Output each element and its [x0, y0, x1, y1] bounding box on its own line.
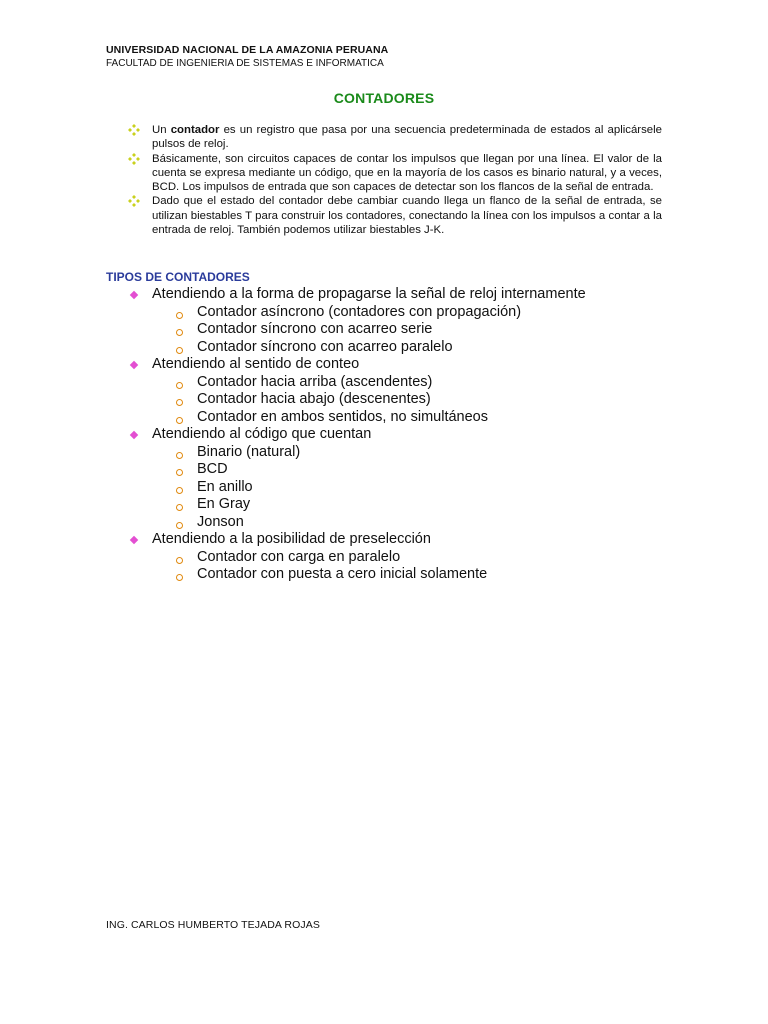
- circle-bullet-icon: [176, 329, 183, 336]
- counter-types-list: [128, 286, 688, 584]
- sub-item-label: Contador en ambos sentidos, no simultáneos: [197, 408, 488, 425]
- university-name: UNIVERSIDAD NACIONAL DE LA AMAZONIA PERUANA: [106, 44, 389, 56]
- sub-list: [152, 549, 688, 584]
- intro-text-pre: Un: [152, 124, 171, 136]
- diamond-bullet-icon: [130, 536, 138, 544]
- circle-bullet-icon: [176, 417, 183, 424]
- section-heading: TIPOS DE CONTADORES: [106, 270, 250, 284]
- circle-bullet-icon: [176, 469, 183, 476]
- four-diamond-bullet-icon: [128, 124, 140, 136]
- sub-item: [197, 321, 688, 339]
- diamond-bullet-icon: [130, 431, 138, 439]
- sub-item-label: En Gray: [197, 496, 251, 512]
- sub-item-label: Contador hacia abajo (descenentes): [197, 391, 431, 407]
- sub-item: [197, 409, 688, 427]
- sub-list: [152, 374, 688, 427]
- sub-item: [197, 391, 688, 409]
- sub-item-label: Contador síncrono con acarreo serie: [197, 321, 433, 337]
- sub-item-label: Contador con carga en paralelo: [197, 548, 401, 565]
- diamond-bullet-icon: [130, 361, 138, 369]
- circle-bullet-icon: [176, 522, 183, 529]
- page-title: CONTADORES: [333, 90, 435, 106]
- sub-item: [197, 304, 688, 322]
- sub-item: [197, 549, 688, 567]
- group-label: Atendiendo al sentido de conteo: [152, 356, 360, 372]
- circle-bullet-icon: [176, 382, 183, 389]
- circle-bullet-icon: [176, 452, 183, 459]
- circle-bullet-icon: [176, 574, 183, 581]
- sub-item: [197, 444, 688, 462]
- group-label: Atendiendo al código que cuentan: [152, 426, 372, 442]
- intro-item: [152, 194, 662, 237]
- sub-item-label: Jonson: [197, 513, 244, 530]
- intro-text-bold: contador: [170, 124, 220, 136]
- sub-item: [197, 566, 688, 584]
- sub-list: [152, 304, 688, 357]
- four-diamond-bullet-icon: [128, 153, 140, 165]
- sub-item-label: En anillo: [197, 478, 253, 495]
- group-item: [128, 286, 688, 356]
- author-footer: ING. CARLOS HUMBERTO TEJADA ROJAS: [106, 919, 320, 931]
- sub-list: [152, 444, 688, 532]
- intro-text-post: es un registro que pasa por una secuencia predeterminada de estados al aplicársele pulsos de reloj.: [152, 124, 662, 151]
- faculty-name: FACULTAD DE INGENIERIA DE SISTEMAS E INFORMATICA: [106, 58, 384, 69]
- sub-item: [197, 514, 688, 532]
- circle-bullet-icon: [176, 557, 183, 564]
- circle-bullet-icon: [176, 312, 183, 319]
- sub-item: [197, 461, 688, 479]
- intro-list: [128, 123, 662, 237]
- sub-item-label: Binario (natural): [197, 443, 301, 460]
- intro-text: Dado que el estado del contador debe cambiar cuando llega un flanco de la señal de entrada, se utilizan biestables T para construir los contadores, conectando la línea con los impulsos a contar a la entrada de reloj. También podemos utilizar biestables J-K.: [152, 195, 662, 237]
- sub-item-label: Contador con puesta a cero inicial solamente: [197, 566, 488, 582]
- sub-item: [197, 374, 688, 392]
- circle-bullet-icon: [176, 399, 183, 406]
- circle-bullet-icon: [176, 347, 183, 354]
- sub-item: [197, 479, 688, 497]
- group-item: [128, 426, 688, 531]
- sub-item: [197, 496, 688, 514]
- sub-item-label: Contador síncrono con acarreo paralelo: [197, 338, 453, 355]
- sub-item: [197, 339, 688, 357]
- group-item: [128, 356, 688, 426]
- sub-item-label: BCD: [197, 461, 228, 477]
- circle-bullet-icon: [176, 504, 183, 511]
- group-label: Atendiendo a la forma de propagarse la señal de reloj internamente: [152, 286, 586, 302]
- diamond-bullet-icon: [130, 291, 138, 299]
- intro-item: [152, 123, 662, 152]
- intro-item: [152, 152, 662, 195]
- group-label: Atendiendo a la posibilidad de preselección: [152, 531, 431, 547]
- circle-bullet-icon: [176, 487, 183, 494]
- sub-item-label: Contador asíncrono (contadores con propagación): [197, 303, 522, 320]
- intro-text: Básicamente, son circuitos capaces de contar los impulsos que llegan por una línea. El valor de la cuenta se expresa mediante un código, que en la mayoría de los casos es binario natural, y a veces, BCD. Los impulsos de entrada que son capaces de detectar son los flancos de la señal de entrada.: [152, 152, 662, 194]
- sub-item-label: Contador hacia arriba (ascendentes): [197, 373, 433, 390]
- group-item: [128, 531, 688, 584]
- four-diamond-bullet-icon: [128, 195, 140, 207]
